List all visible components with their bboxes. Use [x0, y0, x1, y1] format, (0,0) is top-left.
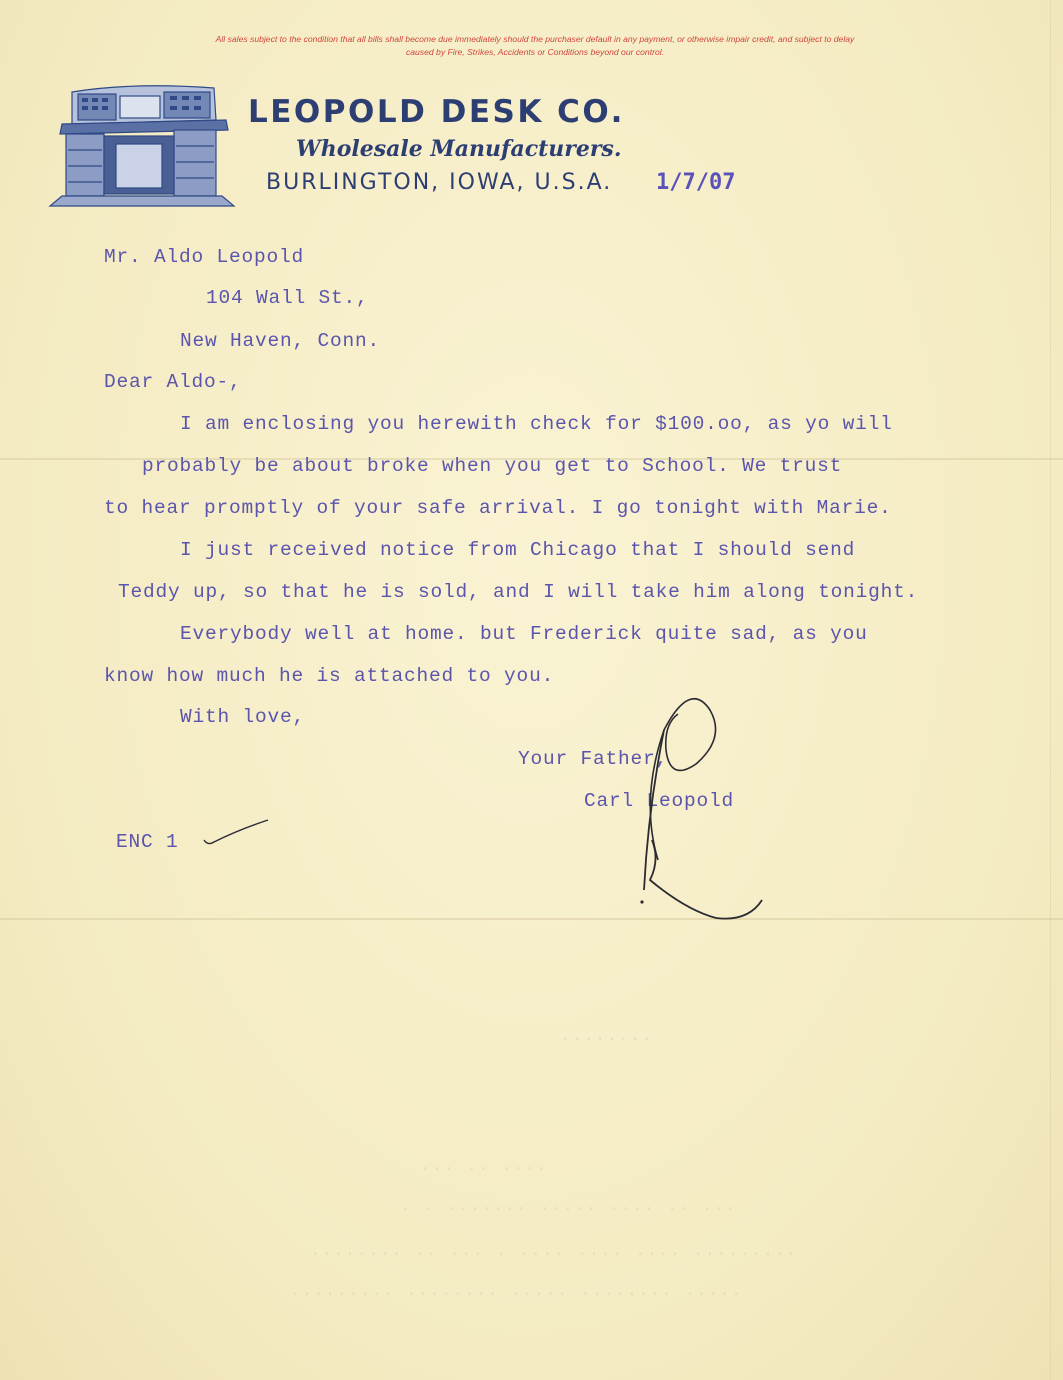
recipient-name: Mr. Aldo Leopold	[104, 246, 305, 268]
body-line: know how much he is attached to you.	[104, 665, 555, 687]
closing: With love,	[180, 706, 306, 728]
signer-name: Carl Leopold	[584, 790, 735, 812]
body-line: probably be about broke when you get to School. We trust	[142, 455, 843, 477]
body-line: Teddy up, so that he is sold, and I will take him along tonight.	[118, 581, 919, 603]
show-through-text: ··· ·· ····	[420, 1160, 548, 1180]
body-line: to hear promptly of your safe arrival. I go tonight with Marie.	[104, 497, 892, 519]
show-through-text: ········	[560, 1030, 653, 1050]
body-line: I just received notice from Chicago that I should send	[180, 539, 856, 561]
show-through-text: ········· ········ ····· ········ ·····	[290, 1285, 743, 1305]
body-line: I am enclosing you herewith check for $100.oo, as yo will	[180, 413, 893, 435]
check-mark-icon	[198, 812, 278, 852]
signoff: Your Father,	[518, 748, 669, 770]
enclosure-note: ENC 1	[116, 831, 179, 853]
company-name: LEOPOLD DESK CO.	[248, 94, 625, 130]
company-tagline: Wholesale Manufacturers.	[296, 136, 622, 162]
recipient-city: New Haven, Conn.	[180, 330, 381, 352]
handwritten-signature-icon	[600, 690, 790, 930]
salutation: Dear Aldo-,	[104, 371, 242, 393]
body-line: Everybody well at home. but Frederick quite sad, as you	[180, 623, 868, 645]
desk-engraving-icon	[44, 80, 244, 210]
paper-fold	[1050, 0, 1051, 1380]
paper-fold	[0, 918, 1063, 920]
desk-illustration	[44, 80, 244, 210]
sales-notice	[120, 33, 950, 59]
notice-line-1: All sales subject to the condition that all bills shall become due immediately should the purchaser default in any payment, or otherwise impair credit, and subject to delay	[215, 34, 855, 44]
company-city: BURLINGTON, IOWA, U.S.A.	[266, 170, 613, 195]
letter-date: 1/7/07	[656, 170, 736, 195]
show-through-text: ········ ·· ··· · ···· ···· ···· ·········	[310, 1245, 798, 1265]
notice-line-2: caused by Fire, Strikes, Accidents or Conditions beyond our control.	[405, 47, 665, 57]
recipient-street: 104 Wall St.,	[206, 287, 369, 309]
show-through-text: · · ······· ····· ···· ·· ···	[400, 1200, 737, 1220]
